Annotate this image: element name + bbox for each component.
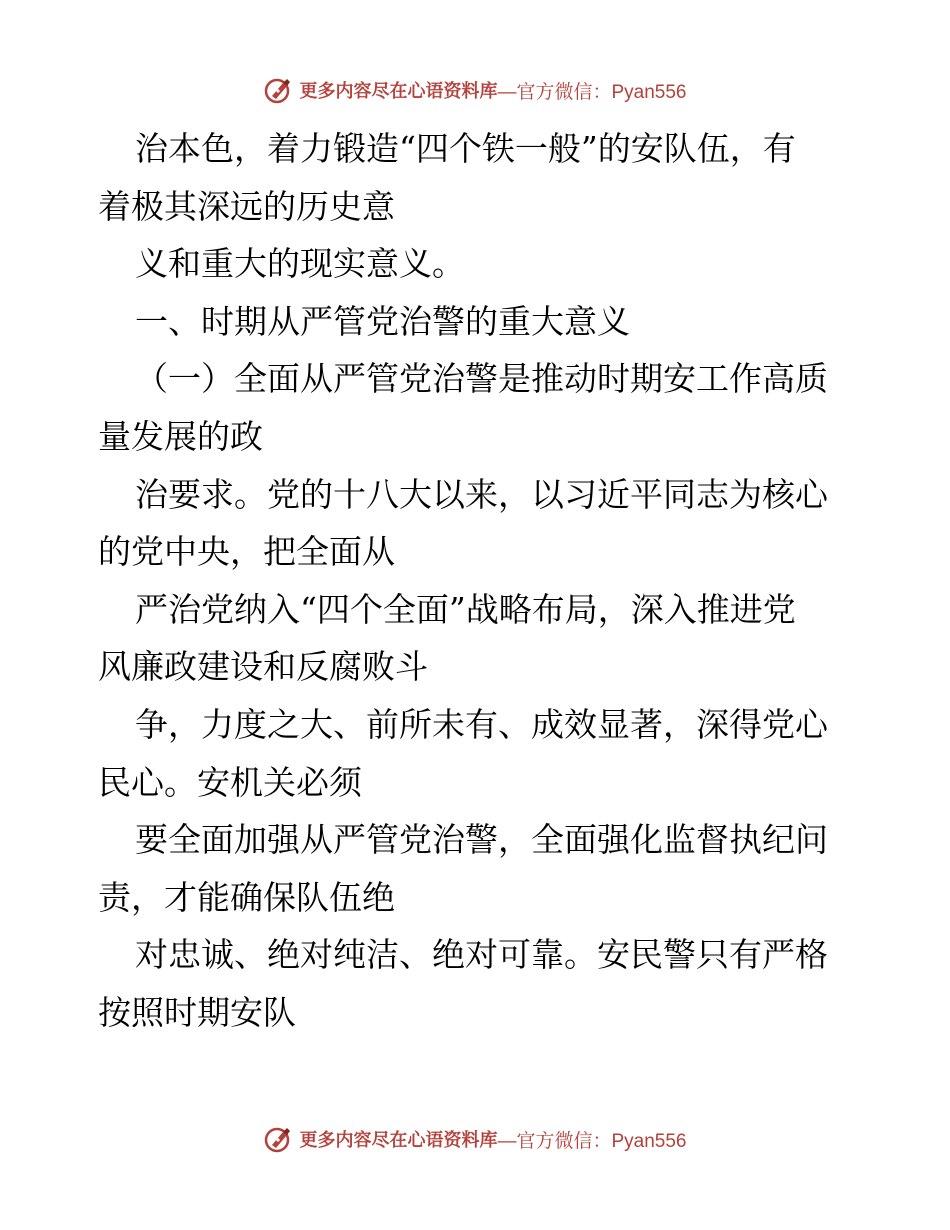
text-line: 治本色，着力锻造“四个铁一般”的安队伍，有 bbox=[135, 129, 796, 168]
watermark-text: 更多内容尽在心语资料库 bbox=[299, 1130, 498, 1151]
text-line: 责，才能确保队伍绝 bbox=[98, 877, 395, 917]
text-line: 按照时期安队 bbox=[98, 992, 296, 1032]
text-line: 量发展的政 bbox=[98, 416, 263, 456]
subsection-heading: （一）全面从严管党治警是推动时期安工作高质 bbox=[135, 359, 828, 399]
text-line: 义和重大的现实意义。 bbox=[135, 244, 465, 284]
text-line: 的党中央，把全面从 bbox=[98, 532, 395, 572]
header-watermark bbox=[0, 70, 950, 110]
footer-watermark bbox=[0, 1119, 950, 1159]
watermark-suffix: —官方微信：Pyan556 bbox=[497, 81, 687, 103]
text-line: 争，力度之大、前所未有、成效显著，深得党心 bbox=[135, 704, 828, 744]
text-line: 风廉政建设和反腐败斗 bbox=[98, 647, 428, 687]
section-heading: 一、时期从严管党治警的重大意义 bbox=[135, 301, 630, 341]
text-line: 民心。安机关必须 bbox=[98, 762, 362, 802]
watermark-suffix: —官方微信：Pyan556 bbox=[497, 1130, 687, 1152]
pen-nib-circle-icon bbox=[263, 75, 293, 105]
text-line: 治要求。党的十八大以来，以习近平同志为核心 bbox=[135, 474, 828, 514]
pen-nib-circle-icon bbox=[263, 1124, 293, 1154]
watermark-text: 更多内容尽在心语资料库 bbox=[299, 81, 498, 102]
text-line: 着极其深远的历史意 bbox=[98, 186, 395, 226]
text-line: 严治党纳入“四个全面”战略布局，深入推进党 bbox=[135, 589, 796, 629]
document-body bbox=[98, 120, 850, 1042]
text-line: 要全面加强从严管党治警，全面强化监督执纪问 bbox=[135, 820, 828, 860]
text-line: 对忠诚、绝对纯洁、绝对可靠。安民警只有严格 bbox=[135, 935, 828, 975]
